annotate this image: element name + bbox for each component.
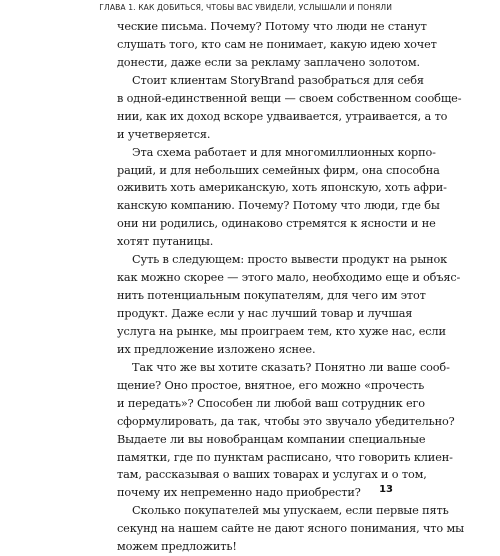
running-head: ГЛАВА 1. КАК ДОБИТЬСЯ, ЧТОБЫ ВАС УВИДЕЛИ, УСЛЫШАЛИ И ПОНЯЛИ (99, 3, 392, 12)
text-line: они ни родились, одинаково стремятся к ясности и не (117, 217, 436, 231)
text-line: донести, даже если за рекламу заплачено золотом. (117, 55, 420, 69)
page-number: 13 (379, 484, 393, 495)
text-line: их предложение изложено яснее. (117, 342, 316, 356)
text-line: в одной-единственной вещи — своем собственном сообще- (117, 91, 462, 105)
text-line: оживить хоть американскую, хоть японскую, хоть афри- (117, 181, 447, 195)
text-line: нии, как их доход вскоре удваивается, утраивается, а то (117, 109, 448, 123)
text-line: Так что же вы хотите сказать? Понятно ли ваше сооб- (132, 360, 450, 374)
text-line: секунд на нашем сайте не дают ясного понимания, что мы (117, 522, 464, 536)
text-line: почему их непременно надо приобрести? (117, 486, 361, 500)
text-line: Стоит клиентам StoryBrand разобраться для себя (132, 73, 424, 87)
text-line: раций, и для небольших семейных фирм, она способна (117, 163, 440, 177)
text-line: щение? Оно простое, внятное, его можно «прочесть (117, 378, 425, 392)
paragraph (117, 359, 455, 503)
paragraph (117, 502, 464, 556)
text-line: слушать того, кто сам не понимает, какую идею хочет (117, 37, 437, 51)
text-line: там, рассказывая о ваших товарах и услугах и о том, (117, 468, 427, 482)
text-line: сформулировать, да так, чтобы это звучало убедительно? (117, 414, 455, 428)
text-line: можем предложить! (117, 540, 237, 554)
text-line: как можно скорее — этого мало, необходимо еще и объяс- (117, 271, 461, 285)
text-line: ческие письма. Почему? Потому что люди не станут (117, 20, 427, 33)
text-line: Сколько покупателей мы упускаем, если первые пять (132, 504, 449, 518)
paragraph (117, 18, 437, 72)
text-line: памятки, где по пунктам расписано, что говорить клиен- (117, 450, 453, 464)
text-line: продукт. Даже если у нас лучший товар и лучшая (117, 307, 413, 320)
text-line: услуга на рынке, мы проиграем тем, кто хуже нас, если (117, 324, 446, 338)
text-line: хотят путаницы. (117, 235, 214, 249)
text-line: Эта схема работает и для многомиллионных корпо- (132, 145, 436, 159)
text-line: Выдаете ли вы новобранцам компании специальные (117, 432, 426, 446)
text-line: и передать»? Способен ли любой ваш сотрудник его (117, 396, 425, 410)
text-line: Суть в следующем: просто вывести продукт на рынок (132, 253, 448, 267)
text-line: нить потенциальным покупателям, для чего им этот (117, 289, 426, 303)
text-line: и учетверяется. (117, 127, 211, 141)
paragraph (117, 72, 462, 144)
paragraph (117, 251, 461, 359)
body-text (117, 18, 464, 556)
text-line: канскую компанию. Почему? Потому что люди, где бы (117, 199, 440, 213)
paragraph (117, 144, 447, 252)
